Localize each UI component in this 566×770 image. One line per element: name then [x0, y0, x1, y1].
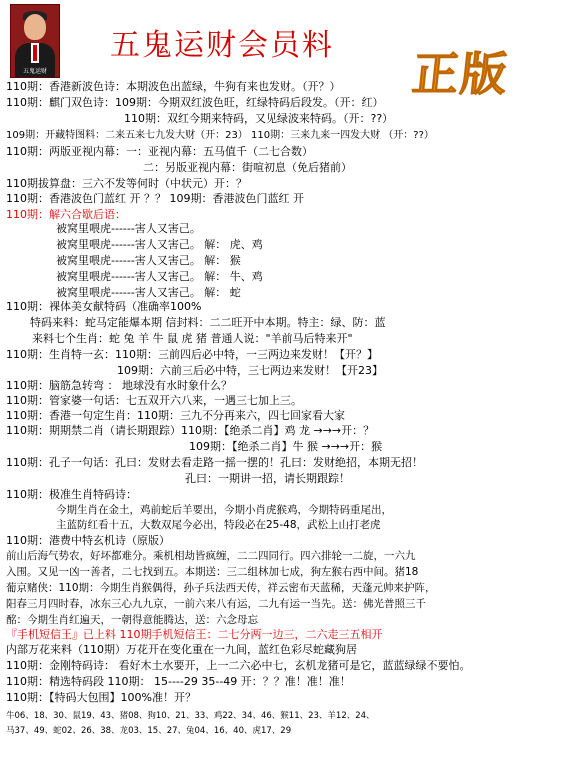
author-photo	[10, 4, 60, 78]
line-38: 110期：金刚特码诗： 看好木土水要开，上一二六必中七，玄机龙猪可是它，蓝蓝绿绿不要怕。	[6, 659, 471, 672]
line-2: 110期：麒门双色诗：109期：今期双红波色旺，红绿特码后段发。（开：红）	[6, 96, 384, 109]
line-7: 110期拔算盘：三六不发等何时（中状元）开：？	[6, 177, 247, 190]
line-15: 110期：裸体美女献特码（准确率100%	[6, 300, 202, 313]
line-39: 110期：精选特码段 110期： 15----29 35--49 开：？？准！准！准！	[6, 675, 351, 688]
page-title: 五鬼运财会员料	[110, 28, 334, 63]
line-6: 二：另版亚视内幕：街喧初息（免后猪前）	[143, 161, 352, 174]
line-37: 内部万花来料（110期）万花开在变化重在一九间，蓝红色彩尽蛇藏狗居	[6, 643, 357, 656]
line-40: 110期：【特码大包围】100%准！开？	[6, 691, 196, 704]
line-21: 110期：管家婆一句话：七五双开六八来，一遇三七加上三。	[6, 394, 302, 407]
line-4: 109期：开藏特图料：二来五来七九发大财（开：23） 110期：三来九来一四发大财 （开：??）	[6, 130, 434, 141]
line-20: 110期：脑筋急转弯 ： 地球没有水时象什么？	[6, 379, 232, 392]
line-1: 110期：香港新波色诗：本期波色出蓝绿，牛狗有来也发财。（开？）	[6, 80, 341, 93]
line-14: 被窝里喂虎------害人又害己。 解： 蛇	[56, 286, 241, 299]
line-11: 被窝里喂虎------害人又害己。 解： 虎、鸡	[56, 238, 263, 251]
line-12: 被窝里喂虎------害人又害己。 解： 猴	[56, 254, 241, 267]
photo-tag: 五鬼运财	[22, 68, 47, 75]
line-19: 109期：六前三后必中特，三七两边来发财！【开23】	[117, 364, 383, 377]
line-26: 孔曰：一期讲一招，请长期跟踪！	[185, 472, 350, 485]
line-5: 110期：两版亚视内幕：一：亚视内幕：五马值千（二七合数）	[6, 145, 313, 158]
line-36: 『手机短信王』已上料 110期手机短信王：二七分两一边三，二六走三五相开	[6, 628, 383, 641]
line-42: 马37、49、蛇02、26、38、龙03、15、27、兔04、16、40、虎17、29	[6, 726, 292, 736]
line-34: 阳春三月四时春，冰东三心九九京，一前六来八有运，二九有运一当先。送：佛光普照三千	[6, 598, 426, 610]
line-18: 110期：生肖特一玄：110期：三前四后必中特，一三两边来发财！【开？】	[6, 348, 378, 361]
line-10: 被窝里喂虎------害人又害己。	[56, 222, 201, 235]
line-22: 110期：香港一句定生肖：110期：三九不分再来六，四七回家看大家	[6, 409, 345, 422]
line-13: 被窝里喂虎------害人又害己。 解： 牛、鸡	[56, 270, 263, 283]
line-8: 110期：香港波色门蓝红 开 ？？ 109期：香港波色门蓝红 开	[6, 192, 304, 205]
stamp-zhengban: 正版	[409, 47, 512, 101]
line-17: 来料七个生肖：蛇 兔 羊 牛 鼠 虎 猪 普通人说："羊前马后特来开"	[32, 332, 353, 345]
line-30: 110期：港费中特玄机诗（原版）	[6, 534, 170, 547]
line-28: 今期生肖在金土，鸡前蛇后羊要出，今期小肖虎猴鸡，今期特码重尾出，	[56, 504, 392, 516]
line-16: 特码来料：蛇马定能爆本期 信封料：二二旺开中本期。特主：绿、防：蓝	[30, 316, 386, 329]
line-32: 入围。又见一凶一善者，二七找到五。本期送：三二组林加七成，狗左猴右西中间。猪18	[6, 566, 419, 578]
line-24: 109期：【绝杀二肖】牛 猴 →→→开：猴	[189, 440, 383, 453]
line-3: 110期：双红今期来特码，又见绿波来特码。（开：??）	[124, 112, 394, 125]
line-25: 110期：孔子一句话：孔曰：发财去看走路一摇一摆的！孔曰：发财绝招，本期无招！	[6, 456, 423, 469]
line-41: 牛06、18、30、鼠19、43、猪08、狗10、21、33、鸡22、34、46、猴11、23、羊12、24、	[6, 711, 375, 721]
line-23: 110期：期期禁二肖（请长期跟踪）110期：【绝杀二肖】鸡 龙 →→→开：？	[6, 424, 375, 437]
line-35: 酩：今期生肖红遍天，一朝得意能腾达，送：六念母忘	[6, 614, 258, 626]
line-9: 110期：解六合歇后语：	[6, 208, 126, 221]
line-31: 前山后海气势农，好坏都难分。乘机相劫皆疯缠，二二四同行。四六排轮一二旋，一六九	[6, 550, 416, 562]
line-33: 葡京赌侠：110期：今期生肖猴偶得，孙子兵法西天传，祥云密布天蓝稀，天蓬元帅来护阵，	[6, 582, 436, 594]
line-27: 110期：极准生肖特码诗：	[6, 488, 137, 501]
line-29: 主蓝防红看十五，大数双尾今必出，特段必在25-48，武松上山打老虎	[56, 519, 381, 531]
